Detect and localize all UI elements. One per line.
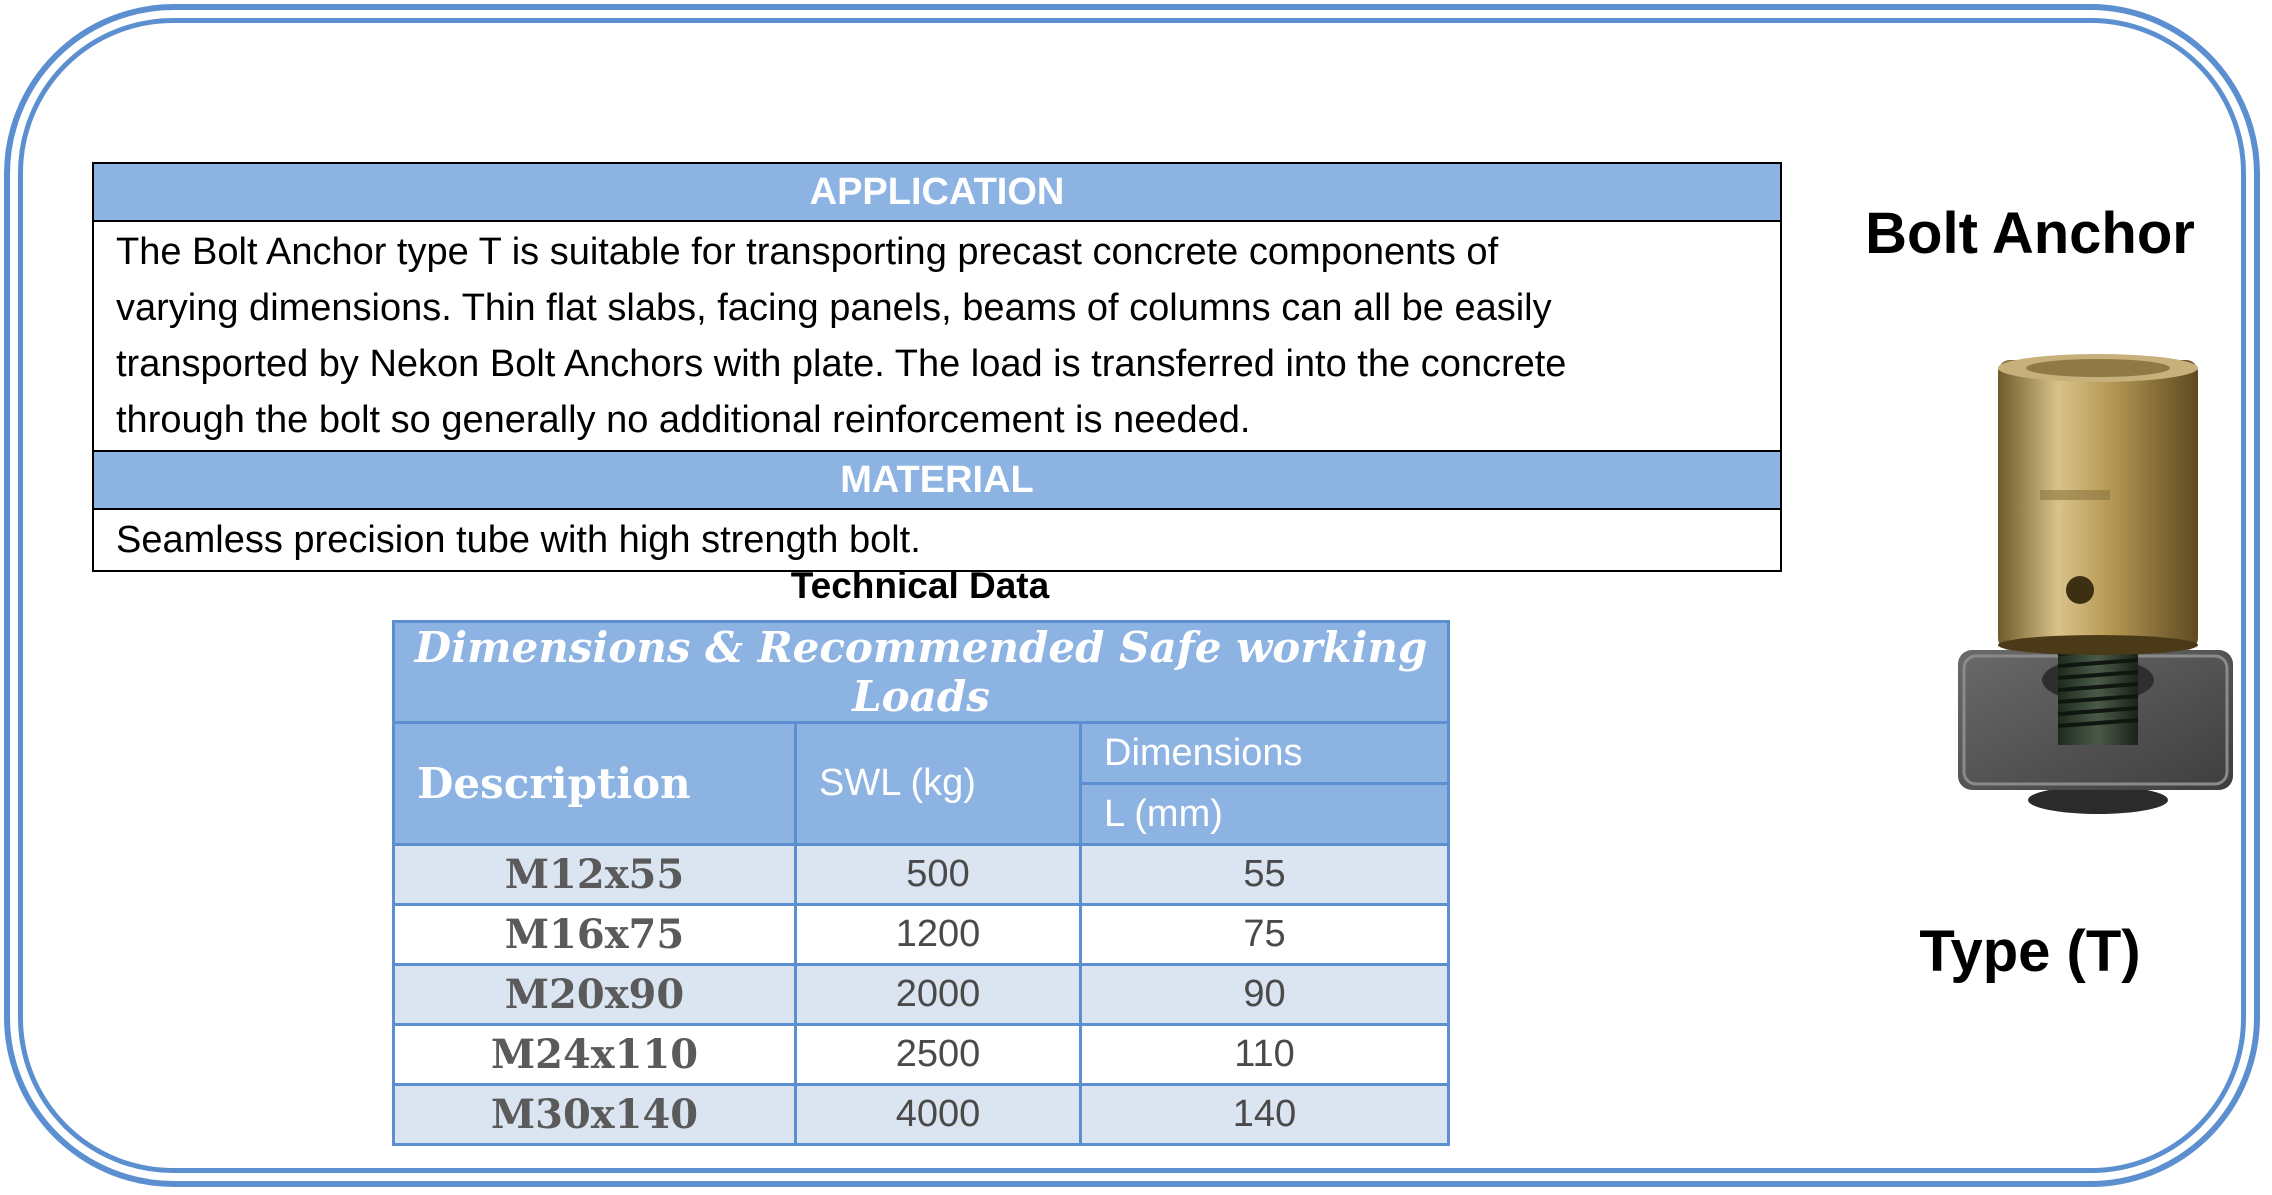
material-text: Seamless precision tube with high strength bolt. — [93, 509, 1781, 571]
header-description: Description — [394, 723, 796, 845]
row-description: M12x55 — [394, 845, 796, 905]
header-swl: SWL (kg) — [796, 723, 1081, 845]
row-length: 90 — [1081, 965, 1449, 1025]
row-description: M24x110 — [394, 1025, 796, 1085]
technical-data-title: Technical Data — [790, 565, 1050, 606]
application-text — [93, 221, 1781, 451]
row-length: 75 — [1081, 905, 1449, 965]
material-heading: MATERIAL — [93, 451, 1781, 509]
row-description: M30x140 — [394, 1085, 796, 1145]
application-line: through the bolt so generally no additional reinforcement is needed. — [116, 399, 1251, 441]
bolt-anchor-illustration-icon — [1950, 350, 2240, 820]
row-swl: 2000 — [796, 965, 1081, 1025]
row-description: M16x75 — [394, 905, 796, 965]
application-line: varying dimensions. Thin flat slabs, facing panels, beams of columns can all be easily — [116, 287, 1552, 329]
product-title: Bolt Anchor — [1865, 201, 2195, 266]
application-line: transported by Nekon Bolt Anchors with plate. The load is transferred into the concrete — [116, 343, 1567, 385]
row-length: 55 — [1081, 845, 1449, 905]
row-swl: 1200 — [796, 905, 1081, 965]
table-row — [394, 845, 1449, 905]
table-row — [394, 1085, 1449, 1145]
row-description: M20x90 — [394, 965, 796, 1025]
row-swl: 500 — [796, 845, 1081, 905]
technical-data-table — [392, 620, 1450, 1146]
table-row — [394, 965, 1449, 1025]
table-row — [394, 1025, 1449, 1085]
row-swl: 2500 — [796, 1025, 1081, 1085]
product-type-label: Type (T) — [1919, 919, 2141, 984]
header-length: L (mm) — [1081, 784, 1449, 845]
application-line: The Bolt Anchor type T is suitable for transporting precast concrete components of — [116, 231, 1499, 273]
application-material-table — [92, 162, 1782, 572]
table-title: Dimensions & Recommended Safe working Loads — [394, 622, 1449, 723]
row-length: 110 — [1081, 1025, 1449, 1085]
row-length: 140 — [1081, 1085, 1449, 1145]
row-swl: 4000 — [796, 1085, 1081, 1145]
header-dimensions: Dimensions — [1081, 723, 1449, 784]
table-row — [394, 905, 1449, 965]
application-heading: APPLICATION — [93, 163, 1781, 221]
